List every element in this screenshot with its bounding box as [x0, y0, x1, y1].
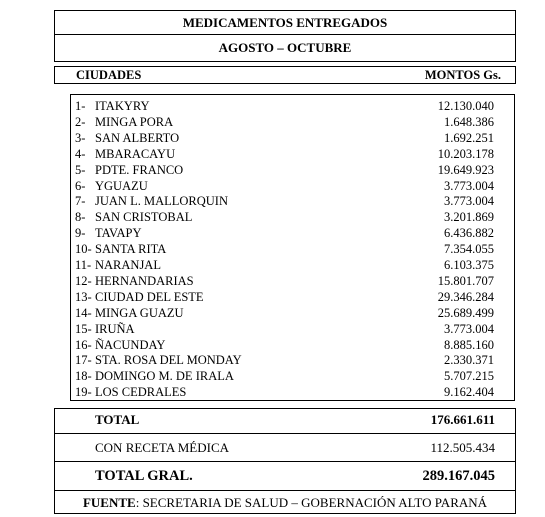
total-label: TOTAL — [95, 412, 140, 427]
city-name: LOS CEDRALES — [95, 385, 187, 400]
amount-value: 19.649.923 — [437, 162, 494, 177]
document-title: MEDICAMENTOS ENTREGADOS — [54, 10, 516, 35]
amount-value: 6.436.882 — [444, 226, 494, 241]
city-name: MBARACAYU — [95, 146, 176, 161]
city-name: NARANJAL — [95, 258, 161, 272]
prescription-label: CON RECETA MÉDICA — [95, 440, 230, 455]
source-text: : SECRETARIA DE SALUD – GOBERNACIÓN ALTO PARANÁ — [135, 495, 488, 510]
amounts-column-header: MONTOS Gs. — [424, 68, 501, 82]
row-number: 6- — [75, 178, 86, 193]
row-number: 2- — [75, 114, 86, 129]
city-name: MINGA PORA — [95, 114, 174, 129]
city-amount-list — [70, 94, 515, 401]
city-name: SANTA RITA — [95, 242, 167, 257]
source-note — [55, 495, 515, 511]
city-name: ITAKYRY — [95, 99, 150, 113]
city-name: CIUDAD DEL ESTE — [95, 289, 204, 304]
row-number: 13- — [75, 289, 92, 304]
row-number: 16- — [75, 337, 92, 352]
list-item — [75, 257, 494, 273]
list-item — [75, 241, 494, 257]
row-number: 3- — [75, 130, 86, 145]
grand-total-value: 289.167.045 — [422, 468, 495, 484]
row-number: 12- — [75, 273, 92, 288]
row-number: 15- — [75, 321, 92, 336]
amount-value: 6.103.375 — [444, 258, 494, 272]
list-item — [75, 321, 494, 337]
amount-value: 3.773.004 — [444, 194, 494, 209]
city-name: STA. ROSA DEL MONDAY — [95, 353, 242, 368]
city-name: HERNANDARIAS — [95, 273, 194, 288]
divider — [55, 490, 515, 491]
period-label: AGOSTO – OCTUBRE — [54, 34, 516, 62]
amount-value: 29.346.284 — [437, 289, 494, 304]
amount-value: 7.354.055 — [444, 242, 494, 257]
list-item — [75, 114, 494, 130]
row-number: 9- — [75, 226, 86, 241]
grand-total-label: TOTAL GRAL. — [95, 468, 193, 484]
row-number: 10- — [75, 242, 92, 257]
list-item — [75, 209, 494, 225]
list-item — [75, 178, 494, 194]
amount-value: 1.648.386 — [444, 114, 494, 129]
city-name: IRUÑA — [95, 321, 135, 336]
cities-column-header: CIUDADES — [76, 68, 142, 82]
amount-value: 3.773.004 — [444, 321, 494, 336]
amount-value: 25.689.499 — [437, 305, 494, 320]
list-item — [75, 193, 494, 209]
row-number: 1- — [75, 99, 86, 113]
city-name: PDTE. FRANCO — [95, 162, 184, 177]
list-item — [75, 162, 494, 178]
city-name: DOMINGO M. DE IRALA — [95, 369, 234, 384]
amount-value: 2.330.371 — [444, 353, 494, 368]
amount-value: 3.773.004 — [444, 178, 494, 193]
row-number: 8- — [75, 210, 86, 225]
list-item — [75, 225, 494, 241]
row-number: 17- — [75, 353, 92, 368]
list-item — [75, 368, 494, 384]
list-item — [75, 273, 494, 289]
row-number: 19- — [75, 385, 92, 400]
amount-value: 1.692.251 — [444, 130, 494, 145]
list-item — [75, 337, 494, 353]
row-number: 4- — [75, 146, 86, 161]
city-name: TAVAPY — [95, 226, 142, 241]
list-item — [75, 352, 494, 368]
row-number: 14- — [75, 305, 92, 320]
city-name: ÑACUNDAY — [95, 337, 166, 352]
totals-box — [54, 408, 516, 514]
list-item — [75, 98, 494, 114]
column-header — [54, 66, 516, 84]
amount-value: 8.885.160 — [444, 337, 494, 352]
amount-value: 12.130.040 — [437, 99, 494, 113]
list-item — [75, 146, 494, 162]
row-number: 18- — [75, 369, 92, 384]
amount-value: 15.801.707 — [437, 273, 494, 288]
amount-value: 3.201.869 — [444, 210, 494, 225]
divider — [55, 461, 515, 462]
city-name: YGUAZU — [95, 178, 148, 193]
source-label: FUENTE — [82, 495, 136, 510]
divider — [55, 433, 515, 434]
amount-value: 9.162.404 — [444, 385, 494, 400]
row-number: 11- — [75, 258, 92, 272]
list-item — [75, 130, 494, 146]
list-item — [75, 289, 494, 305]
list-item — [75, 305, 494, 321]
amount-value: 10.203.178 — [437, 146, 494, 161]
row-number: 7- — [75, 194, 86, 209]
amount-value: 5.707.215 — [444, 369, 494, 384]
city-name: MINGA GUAZU — [95, 305, 184, 320]
city-name: JUAN L. MALLORQUIN — [95, 194, 228, 209]
list-item — [75, 384, 494, 400]
city-name: SAN ALBERTO — [95, 130, 180, 145]
city-name: SAN CRISTOBAL — [95, 210, 193, 225]
total-value: 176.661.611 — [430, 412, 495, 427]
prescription-value: 112.505.434 — [430, 440, 495, 455]
row-number: 5- — [75, 162, 86, 177]
